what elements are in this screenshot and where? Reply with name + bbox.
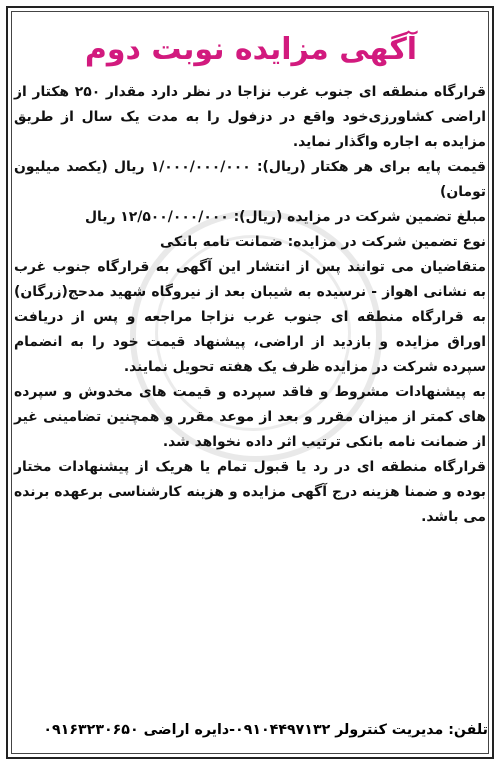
notice-title: آگهی مزایده نوبت دوم [84, 32, 418, 67]
paragraph-base-price: قیمت پایه برای هر هکتار (ریال): ۱/۰۰۰/۰۰۰/۰۰۰ ریال (یکصد میلیون تومان) [14, 159, 486, 200]
paragraph-guarantee-amount: مبلغ تضمین شرکت در مزایده (ریال): ۱۲/۵۰۰/۰۰۰/۰۰۰ ریال [84, 209, 486, 225]
notice-body [14, 80, 486, 530]
paragraph-conditions: به پیشنهادات مشروط و فاقد سپرده و قیمت های مخدوش و سپرده های کمتر از میزان مقرر و بعد از موعد مقرر و همچنین تضامینی غیر از ضمانت نامه بانکی ترتیب اثر داده نخواهد شد. [14, 384, 486, 450]
paragraph-guarantee-type: نوع تضمین شرکت در مزایده: ضمانت نامه بانکی [160, 234, 486, 250]
contact-phones: تلفن: مدیریت کنترولر ۰۹۱۰۴۴۹۷۱۳۲-دایره اراضی ۰۹۱۶۳۲۳۰۶۵۰ [43, 722, 488, 738]
paragraph-applicants: متقاضیان می توانند پس از انتشار این آگهی به قرارگاه جنوب غرب به نشانی اهواز - نرسیده به شیبان بعد از نیروگاه شهید مدحج(زرگان) به قرارگاه منطقه ای جنوب غرب نزاجا مراجعه و پس از دریافت اوراق مزایده و بازدید از اراضی، پیشنهاد قیمت خود را به انضمام سپرده شرکت در مزایده ظرف یک هفته تحویل نمایند. [14, 259, 486, 375]
paragraph-intro: قرارگاه منطقه ای جنوب غرب نزاجا در نظر دارد مقدار ۲۵۰ هکتار از اراضی کشاورزی‌خود واقع در دزفول را به مدت یک سال از طریق مزایده به اجاره واگذار نماید. [14, 84, 486, 150]
paragraph-rights: قرارگاه منطقه ای در رد یا قبول تمام یا هریک از پیشنهادات مختار بوده و ضمنا هزینه درج آگهی مزایده و هزینه کارشناسی برعهده برنده می باشد. [14, 459, 486, 525]
